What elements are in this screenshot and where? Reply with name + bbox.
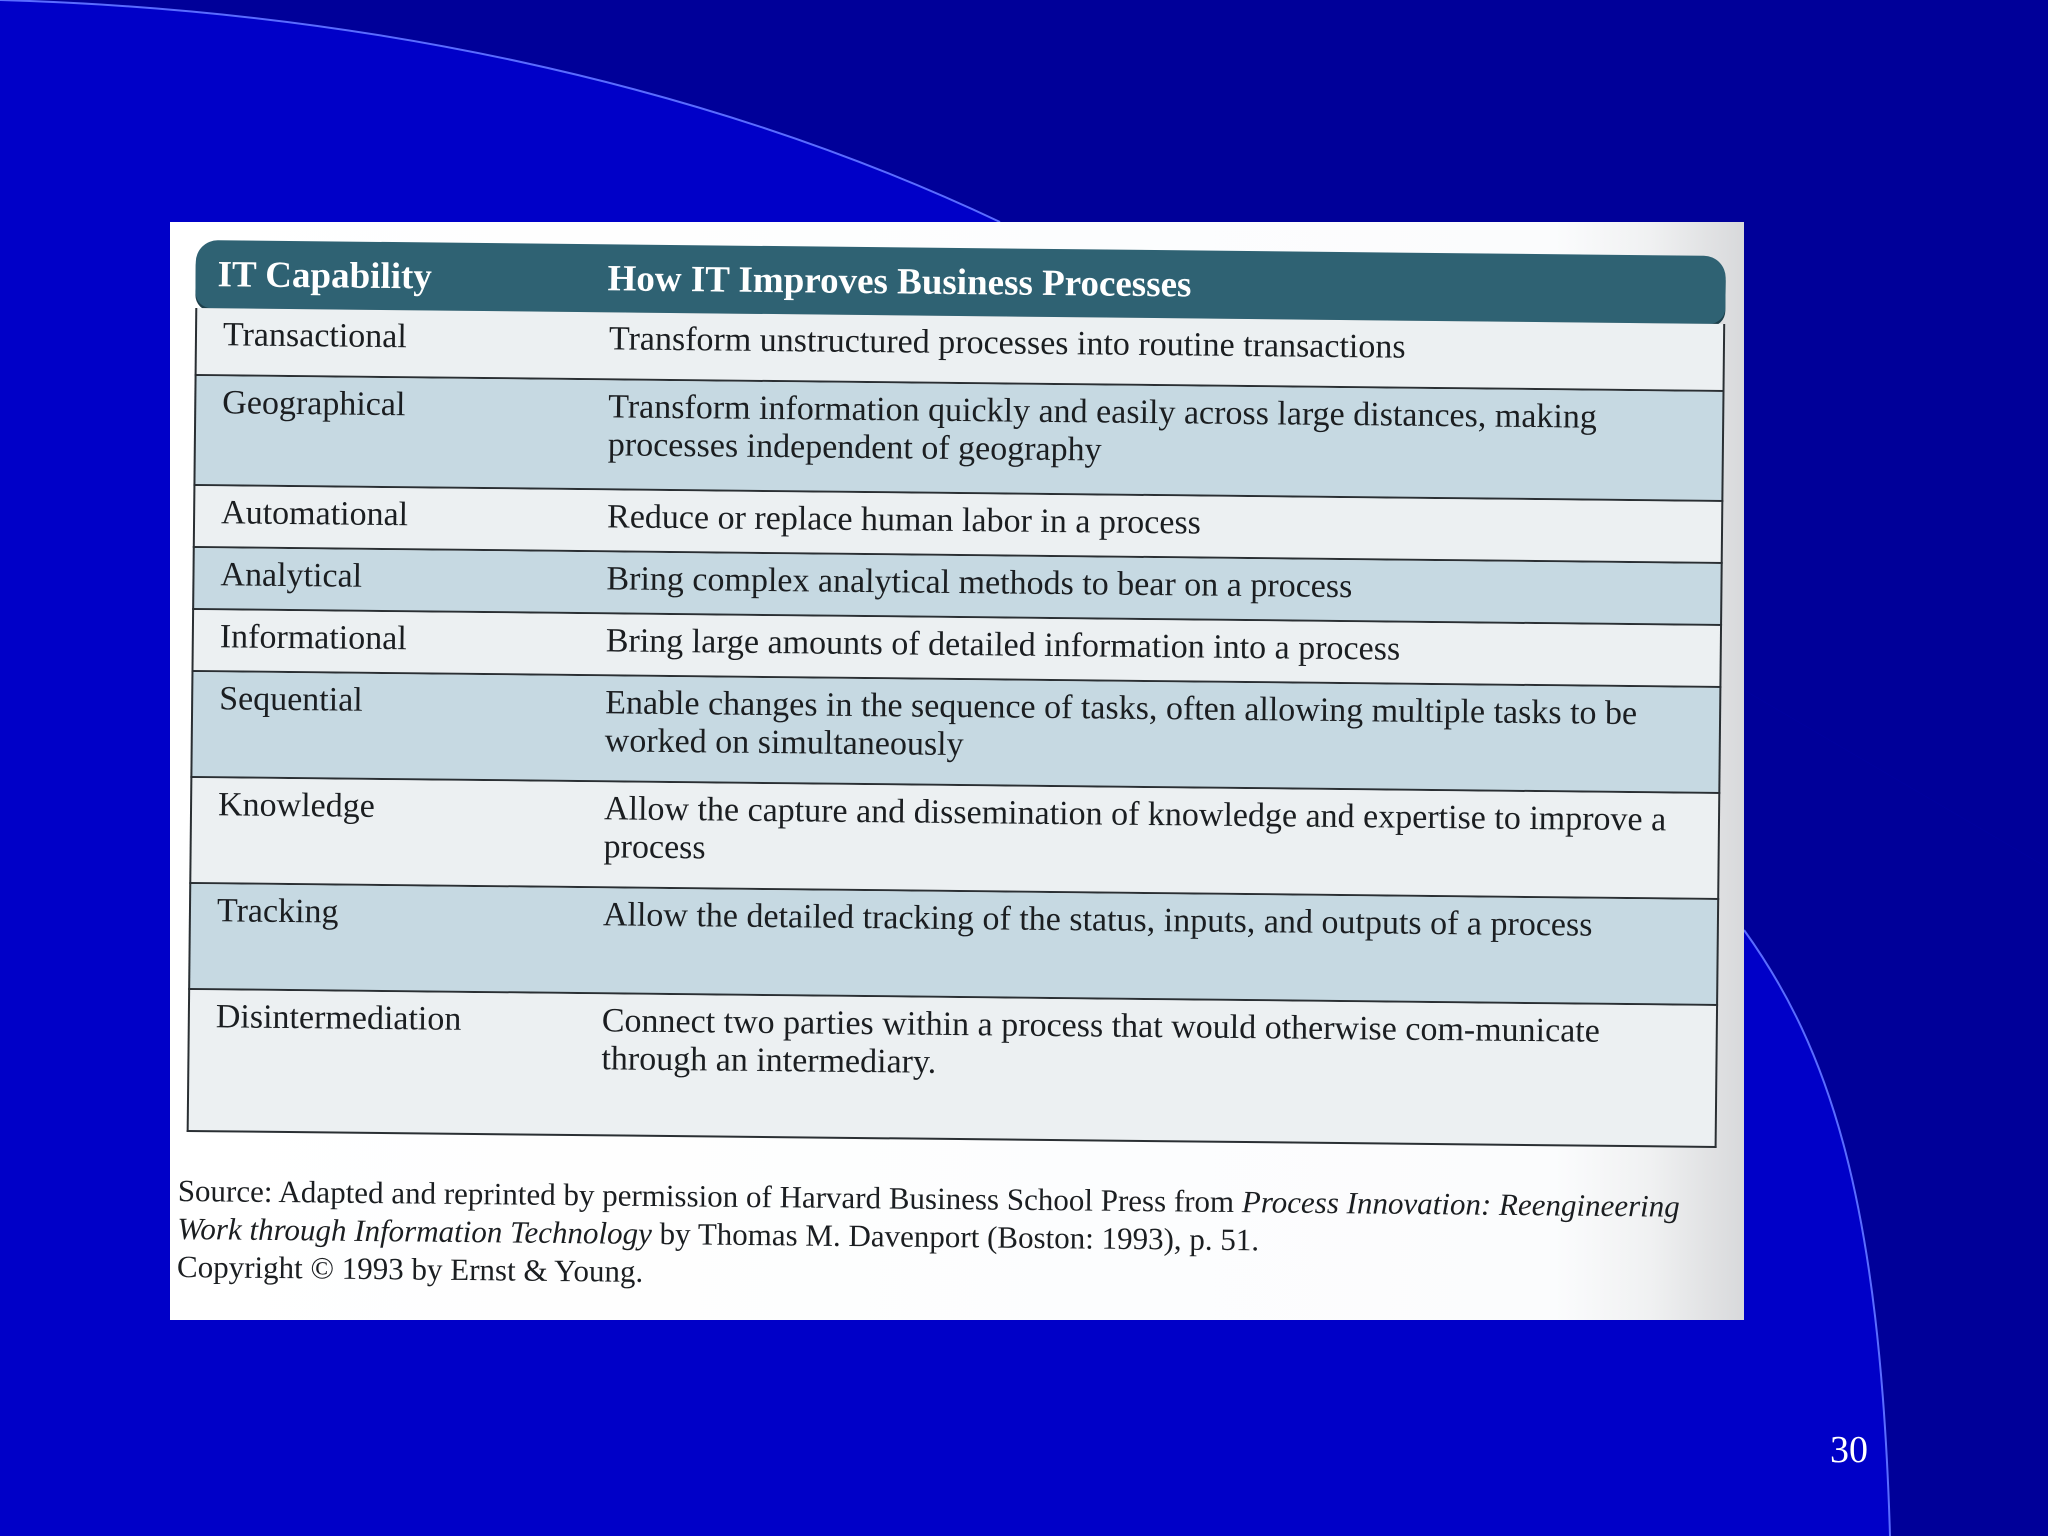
description-cell: Connect two parties within a process that would otherwise com-municate through an intermediary.	[601, 1002, 1601, 1081]
scanned-table-image	[170, 222, 1744, 1320]
description-cell: Reduce or replace human labor in a process	[606, 498, 1202, 542]
capability-cell: Automational	[220, 494, 409, 534]
description-cell: Bring large amounts of detailed information into a process	[605, 622, 1401, 668]
capability-cell: Analytical	[220, 556, 363, 595]
source-prefix: Source: Adapted and reprinted by permission of Harvard Business School Press from	[177, 1173, 1243, 1220]
capability-cell: Geographical	[222, 384, 406, 424]
copyright-line: Copyright © 1993 by Ernst & Young.	[176, 1248, 644, 1289]
capability-cell: Disintermediation	[215, 998, 462, 1038]
capability-cell: Knowledge	[217, 786, 376, 825]
table-row	[187, 990, 1718, 1148]
source-suffix: by Thomas M. Davenport (Boston: 1993), p. 51.	[651, 1215, 1260, 1258]
table-row	[189, 778, 1720, 900]
capability-cell: Sequential	[219, 680, 363, 719]
header-how-it-improves: How IT Improves Business Processes	[607, 257, 1192, 305]
header-it-capability: IT Capability	[217, 253, 433, 297]
description-cell: Allow the detailed tracking of the status, inputs, and outputs of a process	[602, 896, 1593, 944]
description-cell: Transform information quickly and easily across large distances, making processes independent of geography	[607, 388, 1598, 469]
capability-cell: Informational	[219, 618, 407, 658]
description-cell: Allow the capture and dissemination of knowledge and expertise to improve a process	[603, 790, 1667, 867]
page-number: 30	[1830, 1429, 1868, 1471]
source-citation	[177, 1172, 1698, 1302]
table-row	[193, 376, 1724, 502]
it-capability-table	[187, 240, 1726, 1148]
description-cell: Transform unstructured processes into routine transactions	[608, 320, 1406, 366]
capability-cell: Transactional	[222, 316, 408, 356]
description-cell: Enable changes in the sequence of tasks, often allowing multiple tasks to be worked on simultaneously	[604, 684, 1638, 764]
book-title: Process Innovation: Reengineering Work through Information Technology	[177, 1184, 1680, 1251]
table-row	[190, 672, 1721, 794]
capability-cell: Tracking	[216, 892, 339, 931]
description-cell: Bring complex analytical methods to bear on a process	[606, 560, 1353, 606]
table-row	[188, 884, 1719, 1006]
